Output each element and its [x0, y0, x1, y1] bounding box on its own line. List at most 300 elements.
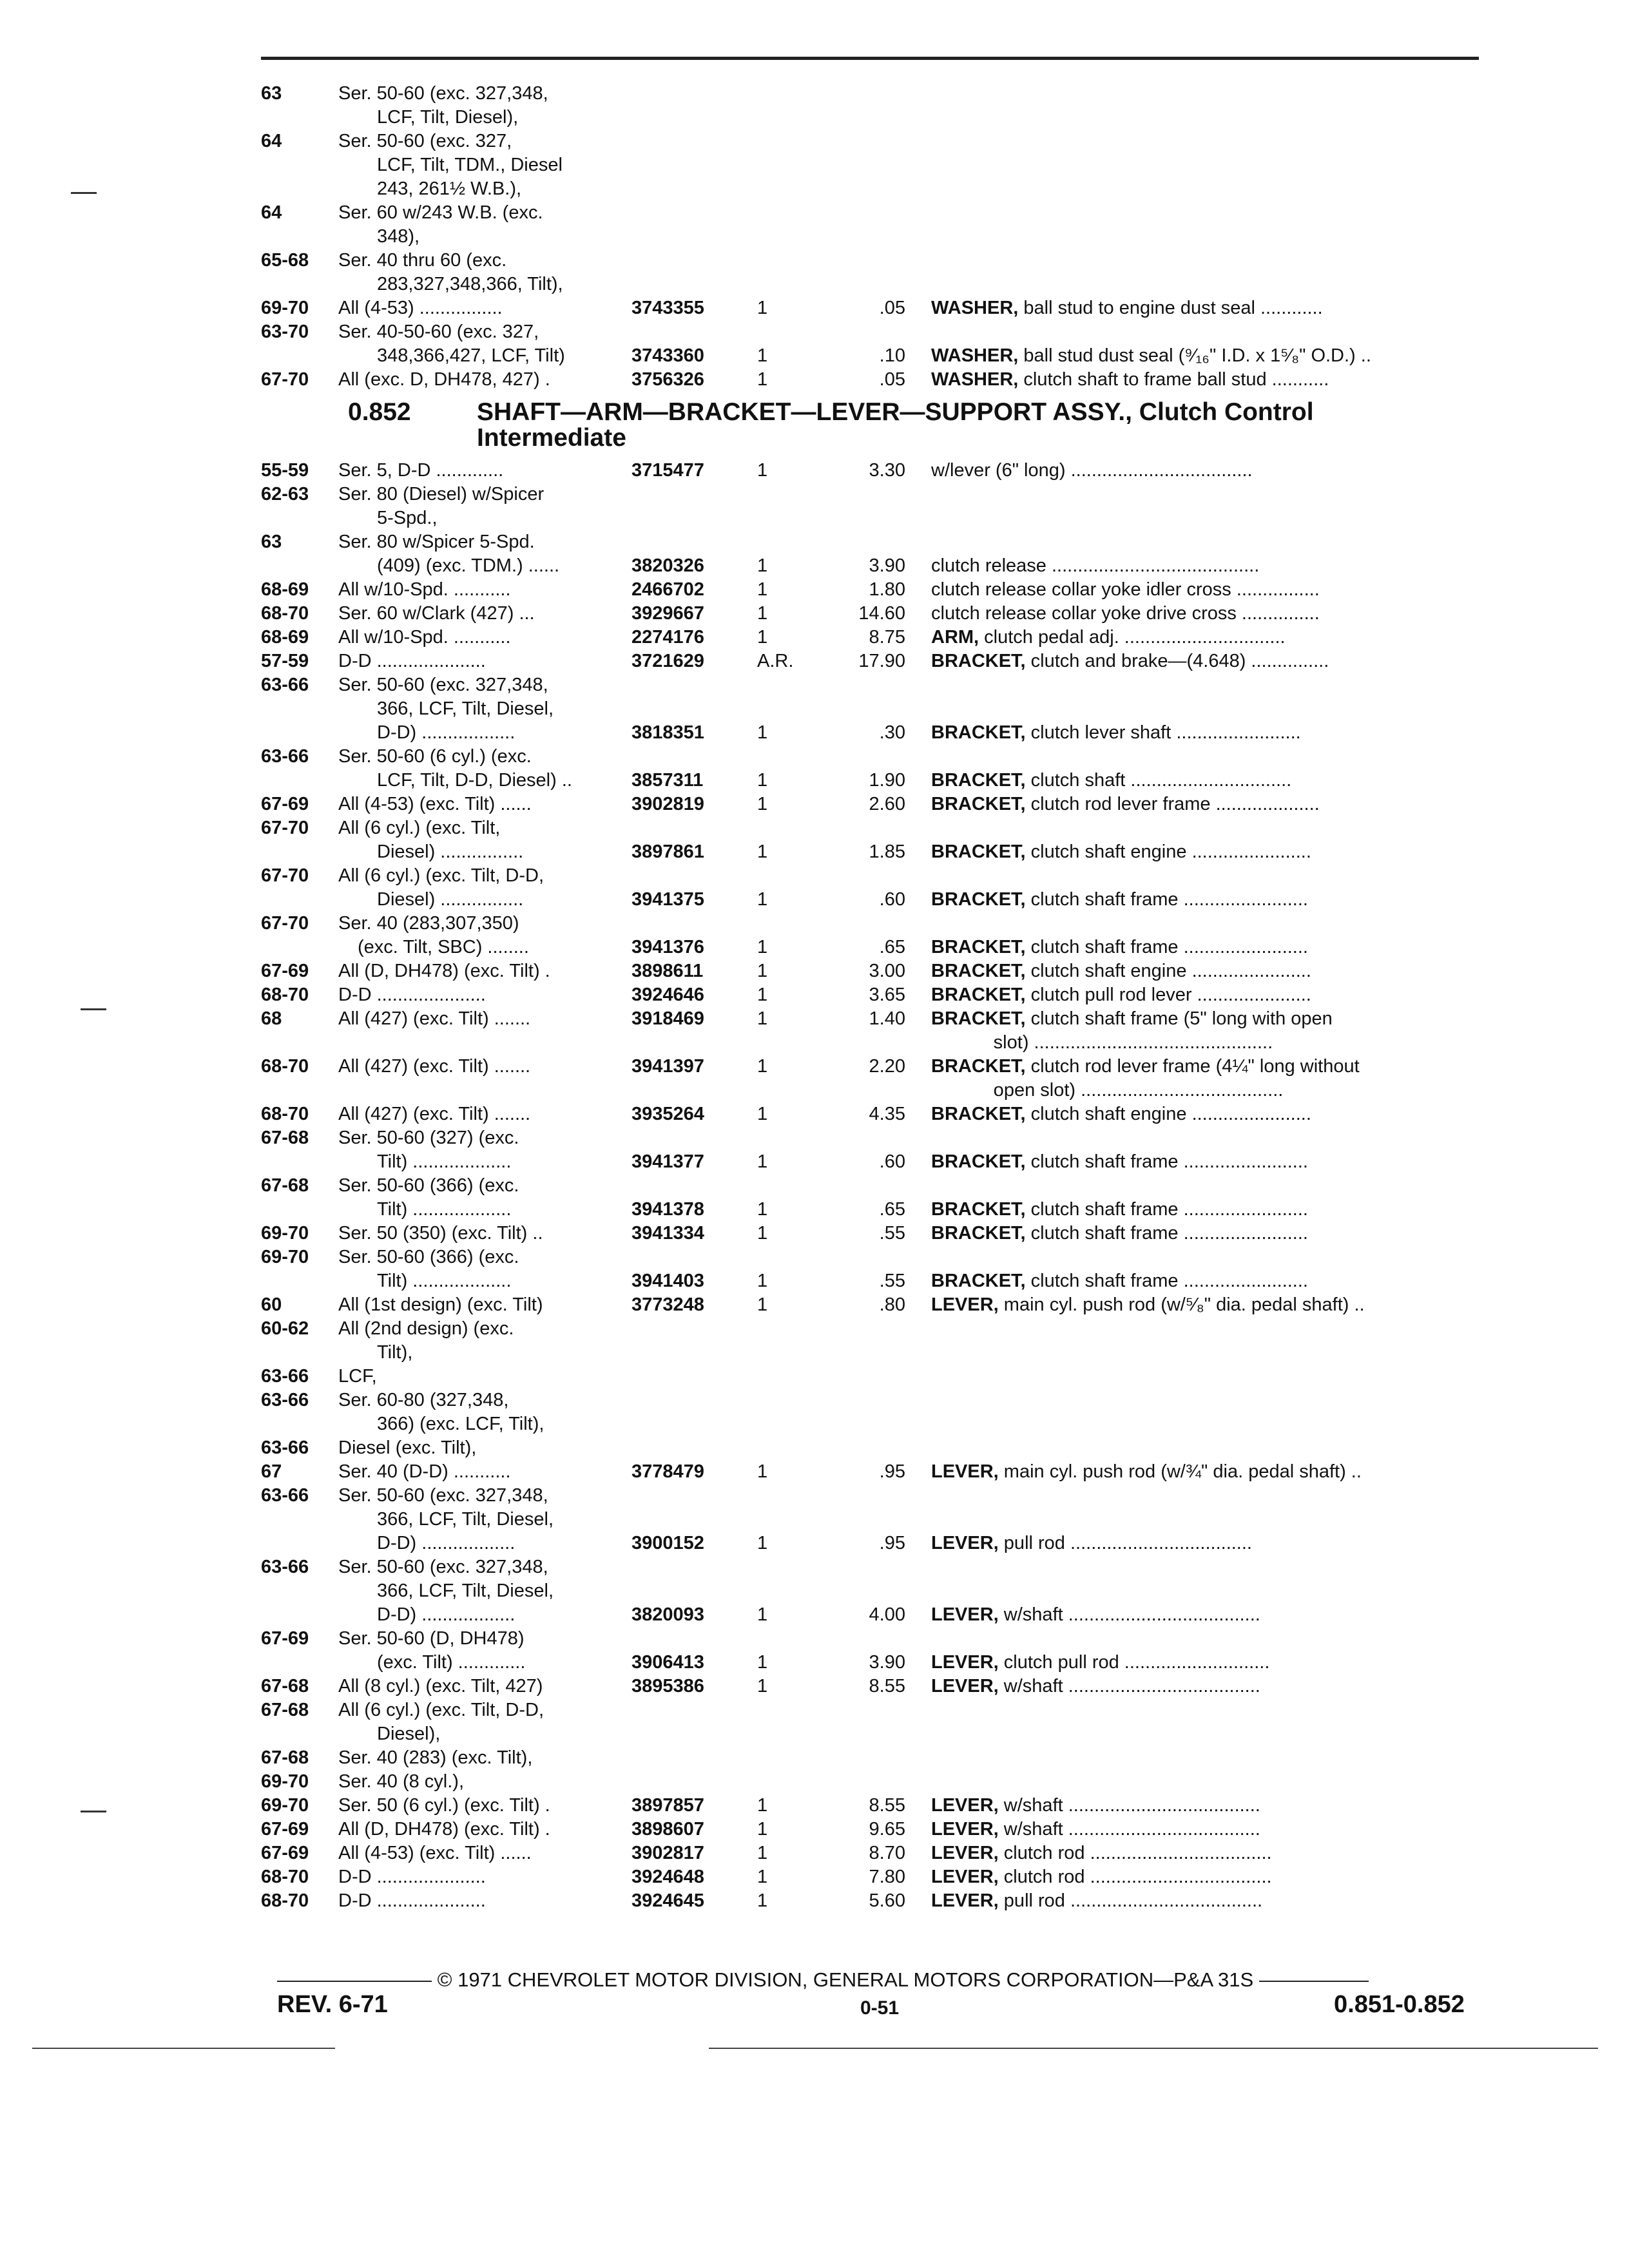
table-row: [261, 864, 1498, 888]
part-number: 3941375: [631, 889, 704, 910]
part-number: 3743355: [631, 298, 704, 318]
part-keyword: ARM,: [931, 627, 979, 648]
model-application: LCF,: [338, 1366, 377, 1387]
model-year: 69-70: [261, 1247, 309, 1267]
table-row: [261, 296, 1498, 320]
table-row: [261, 936, 1498, 959]
model-year: 68-70: [261, 985, 309, 1005]
description-text: clutch lever shaft ........................: [1025, 722, 1301, 743]
model-year: 69-70: [261, 1223, 309, 1244]
part-number: 3924645: [631, 1890, 704, 1911]
description-text: clutch shaft frame ........................: [1025, 1199, 1308, 1220]
table-row: [261, 273, 1498, 296]
model-year: 62-63: [261, 484, 309, 505]
price: 14.60: [858, 603, 905, 624]
part-number: 3895386: [631, 1676, 704, 1696]
part-description: [931, 578, 1498, 602]
price: 8.55: [869, 1676, 905, 1696]
section-number: 0.852: [348, 398, 411, 426]
copyright-text: © 1971 CHEVROLET MOTOR DIVISION, GENERAL MOTORS CORPORATION—P&A 31S: [437, 1968, 1254, 1991]
model-application: D-D) ..................: [377, 1604, 516, 1625]
model-application: 348),: [377, 226, 420, 247]
model-application: All (427) (exc. Tilt) .......: [338, 1008, 531, 1029]
table-row: [261, 721, 1498, 745]
quantity: 1: [757, 937, 768, 957]
table-row: [261, 1841, 1498, 1865]
model-year: 69-70: [261, 298, 309, 318]
table-row: [261, 1412, 1498, 1436]
quantity: 1: [757, 1008, 768, 1029]
table-row: [261, 1245, 1498, 1269]
quantity: 1: [757, 1652, 768, 1673]
quantity: 1: [757, 603, 768, 624]
table-row: [261, 201, 1498, 225]
table-row: [261, 1460, 1498, 1484]
price: 1.85: [869, 841, 905, 862]
description-text: clutch release ........................................: [931, 555, 1260, 576]
model-application: Ser. 5, D-D .............: [338, 460, 504, 481]
quantity: 1: [757, 1890, 768, 1911]
price: 2.60: [869, 794, 905, 814]
description-text: clutch pedal adj. ...............................: [979, 627, 1286, 648]
model-application: D-D .....................: [338, 1890, 486, 1911]
quantity: 1: [757, 1199, 768, 1220]
margin-mark: [71, 192, 97, 194]
model-year: 67-69: [261, 961, 309, 981]
quantity: 1: [757, 579, 768, 600]
price: .80: [879, 1294, 905, 1315]
table-row: [261, 1079, 1498, 1102]
table-row: [261, 1150, 1498, 1174]
model-application: 366, LCF, Tilt, Diesel,: [377, 1509, 554, 1530]
model-application: D-D .....................: [338, 1867, 486, 1887]
model-year: 63-66: [261, 1366, 309, 1387]
description-text: pull rod .....................................: [998, 1890, 1263, 1911]
part-keyword: BRACKET,: [931, 1271, 1026, 1291]
model-year: 68-70: [261, 1104, 309, 1124]
description-text: clutch rod ...................................: [998, 1843, 1272, 1863]
part-keyword: LEVER,: [931, 1533, 999, 1553]
part-description: [931, 1603, 1498, 1627]
model-application: Ser. 50-60 (327) (exc.: [338, 1128, 519, 1148]
bottom-rule: [709, 2048, 1598, 2049]
part-description: [931, 344, 1498, 368]
part-number: 3820093: [631, 1604, 704, 1625]
description-text: w/shaft .....................................: [998, 1604, 1260, 1625]
part-number: 3941334: [631, 1223, 704, 1244]
part-description: [931, 1865, 1498, 1889]
part-description: [931, 1675, 1498, 1698]
quantity: 1: [757, 889, 768, 910]
part-number: 3924646: [631, 985, 704, 1005]
part-number: 3743360: [631, 345, 704, 366]
description-text: clutch shaft frame ........................: [1025, 889, 1308, 910]
model-year: 68: [261, 1008, 282, 1029]
description-text: main cyl. push rod (w/⁵⁄₈" dia. pedal shaft) ..: [998, 1294, 1365, 1315]
quantity: 1: [757, 794, 768, 814]
part-number: 3773248: [631, 1294, 704, 1315]
part-description: [931, 1269, 1498, 1293]
model-year: 63-70: [261, 322, 309, 342]
part-keyword: BRACKET,: [931, 770, 1026, 791]
model-application: Ser. 50 (6 cyl.) (exc. Tilt) .: [338, 1795, 550, 1816]
quantity: 1: [757, 1223, 768, 1244]
model-year: 63-66: [261, 1437, 309, 1458]
model-year: 67-69: [261, 794, 309, 814]
quantity: 1: [757, 298, 768, 318]
part-description: [931, 840, 1498, 864]
table-row: [261, 1555, 1498, 1579]
part-description: [931, 1150, 1498, 1174]
table-row: [261, 1770, 1498, 1794]
part-description: [931, 793, 1498, 816]
model-application: Ser. 50-60 (exc. 327,: [338, 131, 512, 151]
quantity: 1: [757, 722, 768, 743]
model-application: All (4-53) (exc. Tilt) ......: [338, 1843, 532, 1863]
part-number: 3935264: [631, 1104, 704, 1124]
section-subtitle: Intermediate: [477, 424, 626, 452]
model-year: 68-70: [261, 603, 309, 624]
price: .10: [879, 345, 905, 366]
model-application: LCF, Tilt, D-D, Diesel) ..: [377, 770, 572, 791]
part-description: [931, 1651, 1498, 1675]
model-application: 5-Spd.,: [377, 508, 438, 528]
quantity: 1: [757, 1104, 768, 1124]
model-application: Tilt) ...................: [377, 1199, 512, 1220]
quantity: 1: [757, 369, 768, 390]
model-application: Ser. 50-60 (exc. 327,348,: [338, 1557, 548, 1577]
model-year: 67-68: [261, 1175, 309, 1196]
table-row: [261, 840, 1498, 864]
model-application: (409) (exc. TDM.) ......: [377, 555, 560, 576]
margin-mark: [81, 1811, 106, 1812]
price: 17.90: [858, 651, 905, 671]
description-text: clutch shaft ...............................: [1025, 770, 1292, 791]
model-application: Ser. 60 w/Clark (427) ...: [338, 603, 535, 624]
part-description: [931, 888, 1498, 912]
part-number: 3820326: [631, 555, 704, 576]
model-application: All (8 cyl.) (exc. Tilt, 427): [338, 1676, 543, 1696]
model-application: 283,327,348,366, Tilt),: [377, 274, 563, 294]
part-number: 3898611: [631, 961, 704, 981]
table-row: [261, 1126, 1498, 1150]
price: 8.55: [869, 1795, 905, 1816]
description-text: w/shaft .....................................: [998, 1676, 1260, 1696]
part-number: 3929667: [631, 603, 704, 624]
model-year: 67: [261, 1461, 282, 1482]
price: .30: [879, 722, 905, 743]
model-application: Ser. 40 (283) (exc. Tilt),: [338, 1747, 533, 1768]
table-row: [261, 249, 1498, 273]
part-description: [931, 936, 1498, 959]
quantity: 1: [757, 1294, 768, 1315]
price: .60: [879, 1151, 905, 1172]
table-row: [261, 1722, 1498, 1746]
quantity: 1: [757, 961, 768, 981]
model-year: 67-68: [261, 1747, 309, 1768]
model-year: 67-70: [261, 818, 309, 838]
table-row: [261, 1341, 1498, 1365]
model-application: Tilt),: [377, 1342, 413, 1363]
model-application: All (6 cyl.) (exc. Tilt,: [338, 818, 501, 838]
price: 3.90: [869, 1652, 905, 1673]
quantity: 1: [757, 1604, 768, 1625]
section-title: SHAFT—ARM—BRACKET—LEVER—SUPPORT ASSY., Clutch Control: [477, 398, 1314, 426]
table-row: [261, 1818, 1498, 1841]
model-application: (exc. Tilt) .............: [377, 1652, 526, 1673]
part-description: [931, 1079, 1498, 1102]
model-application: Ser. 50 (350) (exc. Tilt) ..: [338, 1223, 543, 1244]
table-row: [261, 554, 1498, 578]
part-keyword: LEVER,: [931, 1461, 999, 1482]
table-row: [261, 530, 1498, 554]
table-row: [261, 888, 1498, 912]
model-application: Ser. 40 (283,307,350): [338, 913, 519, 934]
model-application: All (1st design) (exc. Tilt): [338, 1294, 543, 1315]
model-year: 64: [261, 202, 282, 223]
price: 3.90: [869, 555, 905, 576]
price: .95: [879, 1533, 905, 1553]
price: 1.40: [869, 1008, 905, 1029]
model-application: Diesel) ................: [377, 889, 524, 910]
description-text: clutch shaft frame ........................: [1025, 1271, 1308, 1291]
part-keyword: LEVER,: [931, 1652, 999, 1673]
model-year: 68-70: [261, 1867, 309, 1887]
model-application: Tilt) ...................: [377, 1151, 512, 1172]
model-year: 67-70: [261, 865, 309, 886]
table-row: [261, 1269, 1498, 1293]
part-description: [931, 602, 1498, 626]
quantity: 1: [757, 460, 768, 481]
model-year: 68-69: [261, 579, 309, 600]
part-number: 3941378: [631, 1199, 704, 1220]
footer-rule: [277, 1981, 432, 1982]
part-keyword: BRACKET,: [931, 961, 1026, 981]
table-row: [261, 1651, 1498, 1675]
table-row: [261, 1675, 1498, 1698]
part-description: [931, 554, 1498, 578]
model-application: Ser. 40 thru 60 (exc.: [338, 250, 507, 271]
model-year: 63: [261, 532, 282, 552]
part-number: 3900152: [631, 1533, 704, 1553]
description-text: clutch shaft engine .......................: [1025, 961, 1311, 981]
price: .55: [879, 1271, 905, 1291]
table-row: [261, 959, 1498, 983]
part-keyword: WASHER,: [931, 298, 1019, 318]
price: .05: [879, 298, 905, 318]
model-application: LCF, Tilt, Diesel),: [377, 107, 519, 128]
part-description: [931, 1460, 1498, 1484]
part-keyword: BRACKET,: [931, 794, 1026, 814]
part-keyword: BRACKET,: [931, 985, 1026, 1005]
description-text: clutch shaft engine .......................: [1025, 841, 1311, 862]
model-application: (exc. Tilt, SBC) ........: [358, 937, 529, 957]
model-application: D-D) ..................: [377, 1533, 516, 1553]
model-year: 57-59: [261, 651, 309, 671]
model-application: All (6 cyl.) (exc. Tilt, D-D,: [338, 1700, 545, 1720]
price: .55: [879, 1223, 905, 1244]
part-number: 3902819: [631, 794, 704, 814]
model-year: 63-66: [261, 1557, 309, 1577]
model-year: 69-70: [261, 1771, 309, 1792]
part-description: [931, 1532, 1498, 1555]
part-keyword: BRACKET,: [931, 889, 1026, 910]
model-year: 69-70: [261, 1795, 309, 1816]
part-keyword: BRACKET,: [931, 1151, 1026, 1172]
part-keyword: BRACKET,: [931, 651, 1026, 671]
part-keyword: LEVER,: [931, 1676, 999, 1696]
model-application: All w/10-Spd. ...........: [338, 627, 511, 648]
price: .95: [879, 1461, 905, 1482]
part-number: 3906413: [631, 1652, 704, 1673]
part-keyword: BRACKET,: [931, 937, 1026, 957]
price: 3.30: [869, 460, 905, 481]
description-text: w/shaft .....................................: [998, 1795, 1260, 1816]
price: 5.60: [869, 1890, 905, 1911]
description-text: w/shaft .....................................: [998, 1819, 1260, 1840]
price: 7.80: [869, 1867, 905, 1887]
model-year: 67-68: [261, 1700, 309, 1720]
table-row: [261, 1889, 1498, 1913]
part-description: [931, 1293, 1498, 1317]
model-application: Ser. 40 (D-D) ...........: [338, 1461, 511, 1482]
description-text: ball stud dust seal (⁹⁄₁₆" I.D. x 1⁵⁄₈" O.D.) ..: [1018, 345, 1371, 366]
table-row: [261, 225, 1498, 249]
part-keyword: LEVER,: [931, 1819, 999, 1840]
part-keyword: BRACKET,: [931, 1199, 1026, 1220]
table-row: [261, 649, 1498, 673]
price: 4.35: [869, 1104, 905, 1124]
part-number: 3778479: [631, 1461, 704, 1482]
table-row: [261, 1007, 1498, 1031]
quantity: 1: [757, 841, 768, 862]
model-year: 67-69: [261, 1628, 309, 1649]
model-application: Ser. 60 w/243 W.B. (exc.: [338, 202, 543, 223]
footer-rule: [1259, 1981, 1369, 1982]
part-number: 3941376: [631, 937, 704, 957]
quantity: A.R.: [757, 651, 794, 671]
footer-copyright: [277, 1968, 1501, 1992]
model-application: Diesel) ................: [377, 841, 524, 862]
description-text: clutch rod lever frame (4¼" long without: [1025, 1056, 1360, 1077]
part-number: 3898607: [631, 1819, 704, 1840]
part-number: 3941403: [631, 1271, 704, 1291]
description-text: pull rod ...................................: [998, 1533, 1252, 1553]
table-row: [261, 1794, 1498, 1818]
model-year: 67-69: [261, 1819, 309, 1840]
model-year: 63-66: [261, 1485, 309, 1506]
part-description: [931, 1889, 1498, 1913]
table-row: [261, 697, 1498, 721]
section-heading: [348, 399, 1469, 451]
model-application: Ser. 50-60 (exc. 327,348,: [338, 1485, 548, 1506]
model-application: Ser. 50-60 (exc. 327,348,: [338, 83, 548, 104]
table-row: [261, 578, 1498, 602]
quantity: 1: [757, 1676, 768, 1696]
table-row: [261, 483, 1498, 506]
part-keyword: BRACKET,: [931, 841, 1026, 862]
table-row: [261, 769, 1498, 793]
part-number: 3818351: [631, 722, 704, 743]
table-row: [261, 1436, 1498, 1460]
part-number: 3918469: [631, 1008, 704, 1029]
table-row: [261, 1627, 1498, 1651]
part-description: [931, 769, 1498, 793]
quantity: 1: [757, 1056, 768, 1077]
part-description: [931, 1198, 1498, 1222]
model-application: Diesel (exc. Tilt),: [338, 1437, 477, 1458]
model-year: 67-68: [261, 1676, 309, 1696]
model-application: D-D) ..................: [377, 722, 516, 743]
parts-rows: [261, 459, 1498, 1913]
description-text: clutch shaft frame ........................: [1025, 1151, 1308, 1172]
price: 9.65: [869, 1819, 905, 1840]
part-number: 3715477: [631, 460, 704, 481]
table-row: [261, 602, 1498, 626]
model-application: Diesel),: [377, 1724, 441, 1744]
table-row: [261, 1365, 1498, 1389]
description-text: clutch shaft frame (5" long with open: [1025, 1008, 1333, 1029]
part-keyword: LEVER,: [931, 1843, 999, 1863]
part-keyword: LEVER,: [931, 1294, 999, 1315]
table-row: [261, 1579, 1498, 1603]
table-row: [261, 153, 1498, 177]
table-row: [261, 1031, 1498, 1055]
quantity: 1: [757, 1533, 768, 1553]
page-number: 0-51: [860, 1997, 900, 2019]
part-number: 3902817: [631, 1843, 704, 1863]
model-application: Ser. 80 w/Spicer 5-Spd.: [338, 532, 535, 552]
model-year: 68-70: [261, 1890, 309, 1911]
table-row: [261, 1198, 1498, 1222]
price: 4.00: [869, 1604, 905, 1625]
model-year: 68-69: [261, 627, 309, 648]
description-text: clutch pull rod lever ......................: [1025, 985, 1311, 1005]
part-keyword: WASHER,: [931, 369, 1019, 390]
description-text: clutch shaft to frame ball stud ...........: [1018, 369, 1329, 390]
bottom-rule: [32, 2048, 335, 2049]
part-description: [931, 459, 1498, 483]
model-application: Ser. 40-50-60 (exc. 327,: [338, 322, 539, 342]
model-application: 366) (exc. LCF, Tilt),: [377, 1414, 545, 1434]
model-application: Ser. 50-60 (6 cyl.) (exc.: [338, 746, 532, 767]
model-year: 67-69: [261, 1843, 309, 1863]
quantity: 1: [757, 555, 768, 576]
description-text: main cyl. push rod (w/¾" dia. pedal shaft) ..: [998, 1461, 1362, 1482]
description-text: clutch shaft engine .......................: [1025, 1104, 1311, 1124]
model-application: All (427) (exc. Tilt) .......: [338, 1056, 531, 1077]
model-application: All (6 cyl.) (exc. Tilt, D-D,: [338, 865, 545, 886]
quantity: 1: [757, 1819, 768, 1840]
table-row: [261, 177, 1498, 201]
part-description: [931, 296, 1498, 320]
part-number: 3857311: [631, 770, 704, 791]
part-description: [931, 959, 1498, 983]
model-year: 68-70: [261, 1056, 309, 1077]
washer-rows: [261, 82, 1498, 392]
section-range: 0.851-0.852: [1334, 1991, 1465, 2018]
model-application: Ser. 50-60 (366) (exc.: [338, 1247, 519, 1267]
part-keyword: BRACKET,: [931, 1008, 1026, 1029]
model-application: Ser. 50-60 (D, DH478): [338, 1628, 525, 1649]
description-text: clutch pull rod ............................: [998, 1652, 1270, 1673]
top-rule: [261, 57, 1479, 60]
part-number: 3924648: [631, 1867, 704, 1887]
model-application: All (427) (exc. Tilt) .......: [338, 1104, 531, 1124]
price: 2.20: [869, 1056, 905, 1077]
part-number: 3897861: [631, 841, 704, 862]
model-application: All (exc. D, DH478, 427) .: [338, 369, 550, 390]
